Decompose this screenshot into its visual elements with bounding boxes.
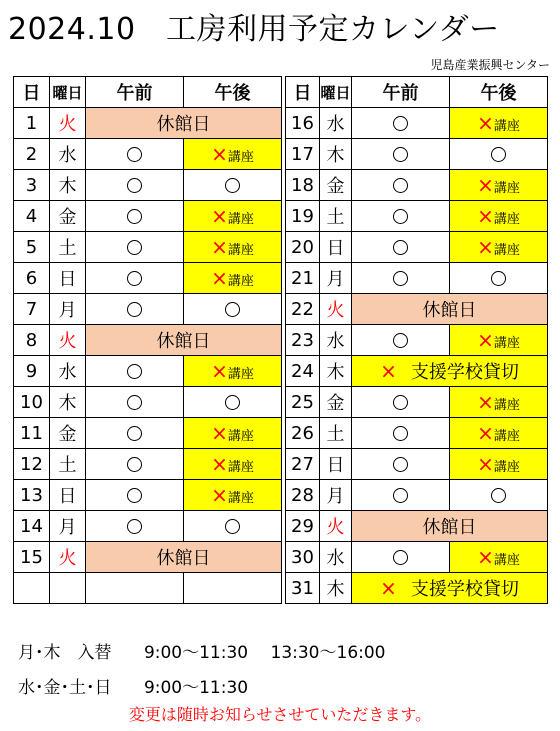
table-row bbox=[286, 139, 548, 170]
weekday-cell: 日 bbox=[320, 232, 352, 263]
pm-cell bbox=[450, 170, 548, 201]
weekday-cell: 日 bbox=[50, 263, 86, 294]
am-cell bbox=[86, 511, 184, 542]
table-row bbox=[14, 418, 282, 449]
available-circle-icon bbox=[393, 488, 408, 503]
table-row bbox=[14, 387, 282, 418]
lecture-label: 講座 bbox=[493, 429, 520, 444]
am-cell bbox=[352, 108, 450, 139]
x-mark-icon: × bbox=[380, 359, 397, 383]
pm-cell bbox=[184, 449, 282, 480]
header-am: 午前 bbox=[86, 77, 184, 108]
am-cell bbox=[86, 263, 184, 294]
day-number-cell: 19 bbox=[286, 201, 320, 232]
am-cell bbox=[352, 325, 450, 356]
available-circle-icon bbox=[127, 426, 142, 441]
x-mark-icon: × bbox=[211, 204, 228, 228]
am-cell bbox=[86, 356, 184, 387]
am-cell bbox=[352, 139, 450, 170]
header-day: 日 bbox=[14, 77, 50, 108]
pm-cell bbox=[450, 263, 548, 294]
day-number-cell: 10 bbox=[14, 387, 50, 418]
table-row bbox=[286, 263, 548, 294]
weekday-cell: 月 bbox=[50, 511, 86, 542]
pm-cell bbox=[450, 387, 548, 418]
header-weekday: 曜日 bbox=[50, 77, 86, 108]
day-number-cell: 7 bbox=[14, 294, 50, 325]
weekday-cell: 火 bbox=[50, 542, 86, 573]
x-mark-icon: × bbox=[477, 235, 494, 259]
pm-cell bbox=[184, 201, 282, 232]
reserved-cell bbox=[352, 356, 548, 387]
day-number-cell: 25 bbox=[286, 387, 320, 418]
day-number-cell: 13 bbox=[14, 480, 50, 511]
pm-cell bbox=[450, 325, 548, 356]
available-circle-icon bbox=[127, 178, 142, 193]
am-cell bbox=[352, 418, 450, 449]
table-row bbox=[286, 573, 548, 604]
weekday-cell: 水 bbox=[50, 356, 86, 387]
table-row bbox=[14, 170, 282, 201]
table-row bbox=[14, 108, 282, 139]
am-cell bbox=[352, 201, 450, 232]
x-mark-icon: × bbox=[211, 483, 228, 507]
weekday-cell bbox=[50, 573, 86, 604]
pm-cell bbox=[450, 449, 548, 480]
footer-line-1 bbox=[18, 638, 386, 663]
am-cell bbox=[352, 480, 450, 511]
day-number-cell: 16 bbox=[286, 108, 320, 139]
lecture-label: 講座 bbox=[227, 491, 254, 506]
day-number-cell: 30 bbox=[286, 542, 320, 573]
pm-cell bbox=[184, 418, 282, 449]
x-mark-icon: × bbox=[477, 111, 494, 135]
available-circle-icon bbox=[393, 178, 408, 193]
table-row bbox=[286, 108, 548, 139]
available-circle-icon bbox=[225, 302, 240, 317]
weekday-cell: 金 bbox=[50, 201, 86, 232]
weekday-cell: 金 bbox=[50, 418, 86, 449]
weekday-cell: 水 bbox=[50, 139, 86, 170]
available-circle-icon bbox=[393, 147, 408, 162]
calendar-table-right bbox=[285, 76, 548, 604]
header-row bbox=[14, 77, 282, 108]
day-number-cell: 23 bbox=[286, 325, 320, 356]
available-circle-icon bbox=[225, 178, 240, 193]
table-row bbox=[14, 232, 282, 263]
header-am: 午前 bbox=[352, 77, 450, 108]
pm-cell bbox=[184, 511, 282, 542]
day-number-cell: 15 bbox=[14, 542, 50, 573]
table-row bbox=[286, 325, 548, 356]
am-cell bbox=[352, 263, 450, 294]
available-circle-icon bbox=[127, 457, 142, 472]
weekday-cell: 金 bbox=[320, 170, 352, 201]
lecture-label: 講座 bbox=[227, 460, 254, 475]
day-number-cell: 14 bbox=[14, 511, 50, 542]
table-row bbox=[286, 542, 548, 573]
table-row bbox=[14, 263, 282, 294]
weekday-cell: 木 bbox=[320, 139, 352, 170]
day-number-cell: 3 bbox=[14, 170, 50, 201]
x-mark-icon: × bbox=[211, 142, 228, 166]
am-cell bbox=[86, 480, 184, 511]
available-circle-icon bbox=[225, 395, 240, 410]
closed-cell: 休館日 bbox=[352, 294, 548, 325]
calendar-table-left bbox=[13, 76, 282, 604]
pm-cell bbox=[450, 232, 548, 263]
table-row bbox=[14, 139, 282, 170]
table-row bbox=[14, 480, 282, 511]
available-circle-icon bbox=[393, 271, 408, 286]
closed-cell: 休館日 bbox=[352, 511, 548, 542]
weekday-cell: 水 bbox=[320, 325, 352, 356]
available-circle-icon bbox=[393, 550, 408, 565]
header-weekday: 曜日 bbox=[320, 77, 352, 108]
lecture-label: 講座 bbox=[227, 429, 254, 444]
pm-cell bbox=[184, 356, 282, 387]
pm-cell bbox=[184, 139, 282, 170]
day-number-cell: 29 bbox=[286, 511, 320, 542]
x-mark-icon: × bbox=[211, 266, 228, 290]
weekday-cell: 日 bbox=[50, 480, 86, 511]
available-circle-icon bbox=[127, 209, 142, 224]
lecture-label: 講座 bbox=[493, 119, 520, 134]
available-circle-icon bbox=[393, 240, 408, 255]
pm-cell bbox=[184, 387, 282, 418]
weekday-cell: 月 bbox=[320, 263, 352, 294]
lecture-label: 講座 bbox=[493, 460, 520, 475]
available-circle-icon bbox=[491, 488, 506, 503]
table-row bbox=[286, 232, 548, 263]
reserved-cell bbox=[352, 573, 548, 604]
x-mark-icon: × bbox=[211, 452, 228, 476]
lecture-label: 講座 bbox=[227, 367, 254, 382]
weekday-cell: 土 bbox=[320, 201, 352, 232]
x-mark-icon: × bbox=[380, 576, 397, 600]
weekday-cell: 月 bbox=[320, 480, 352, 511]
weekday-cell: 水 bbox=[320, 542, 352, 573]
table-row bbox=[14, 294, 282, 325]
day-number-cell: 18 bbox=[286, 170, 320, 201]
header-row bbox=[286, 77, 548, 108]
table-row bbox=[14, 356, 282, 387]
weekday-cell: 金 bbox=[320, 387, 352, 418]
day-number-cell: 8 bbox=[14, 325, 50, 356]
x-mark-icon: × bbox=[477, 173, 494, 197]
day-number-cell bbox=[14, 573, 50, 604]
pm-cell bbox=[450, 418, 548, 449]
table-row bbox=[286, 201, 548, 232]
pm-cell bbox=[450, 108, 548, 139]
table-row bbox=[286, 480, 548, 511]
lecture-label: 講座 bbox=[493, 181, 520, 196]
header-day: 日 bbox=[286, 77, 320, 108]
x-mark-icon: × bbox=[211, 421, 228, 445]
available-circle-icon bbox=[127, 147, 142, 162]
table-row bbox=[286, 387, 548, 418]
day-number-cell: 11 bbox=[14, 418, 50, 449]
available-circle-icon bbox=[491, 147, 506, 162]
pm-cell bbox=[450, 480, 548, 511]
x-mark-icon: × bbox=[477, 204, 494, 228]
pm-cell bbox=[184, 480, 282, 511]
am-cell bbox=[352, 449, 450, 480]
available-circle-icon bbox=[225, 519, 240, 534]
available-circle-icon bbox=[393, 426, 408, 441]
header-pm: 午後 bbox=[450, 77, 548, 108]
weekday-cell: 木 bbox=[50, 170, 86, 201]
weekday-cell: 火 bbox=[50, 108, 86, 139]
table-row bbox=[14, 325, 282, 356]
table-row bbox=[14, 511, 282, 542]
day-number-cell: 12 bbox=[14, 449, 50, 480]
lecture-label: 講座 bbox=[493, 553, 520, 568]
am-cell bbox=[352, 387, 450, 418]
lecture-label: 講座 bbox=[227, 243, 254, 258]
available-circle-icon bbox=[393, 116, 408, 131]
lecture-label: 講座 bbox=[493, 243, 520, 258]
day-number-cell: 1 bbox=[14, 108, 50, 139]
table-row bbox=[14, 573, 282, 604]
am-cell bbox=[352, 170, 450, 201]
am-cell bbox=[86, 170, 184, 201]
am-cell bbox=[86, 449, 184, 480]
available-circle-icon bbox=[127, 240, 142, 255]
available-circle-icon bbox=[393, 209, 408, 224]
reserved-label: 支援学校貸切 bbox=[410, 579, 519, 600]
lecture-label: 講座 bbox=[493, 398, 520, 413]
pm-cell bbox=[184, 263, 282, 294]
x-mark-icon: × bbox=[211, 235, 228, 259]
table-row bbox=[286, 449, 548, 480]
table-row bbox=[286, 418, 548, 449]
day-number-cell: 6 bbox=[14, 263, 50, 294]
table-row bbox=[14, 449, 282, 480]
day-number-cell: 9 bbox=[14, 356, 50, 387]
weekday-cell: 水 bbox=[320, 108, 352, 139]
available-circle-icon bbox=[127, 364, 142, 379]
day-number-cell: 26 bbox=[286, 418, 320, 449]
table-row bbox=[286, 170, 548, 201]
footer-line-2 bbox=[18, 673, 248, 698]
weekday-cell: 木 bbox=[320, 356, 352, 387]
day-number-cell: 22 bbox=[286, 294, 320, 325]
pm-cell bbox=[450, 139, 548, 170]
weekday-cell: 火 bbox=[320, 294, 352, 325]
pm-cell bbox=[184, 232, 282, 263]
weekday-cell: 土 bbox=[50, 449, 86, 480]
footer-days-1: 月･木 入替 bbox=[18, 643, 112, 663]
pm-cell bbox=[450, 201, 548, 232]
weekday-cell: 木 bbox=[320, 573, 352, 604]
page-title: 2024.10 工房利用予定カレンダー bbox=[8, 12, 500, 47]
pm-cell bbox=[184, 294, 282, 325]
table-row bbox=[286, 356, 548, 387]
am-cell bbox=[86, 387, 184, 418]
pm-cell bbox=[184, 573, 282, 604]
available-circle-icon bbox=[127, 302, 142, 317]
weekday-cell: 火 bbox=[50, 325, 86, 356]
x-mark-icon: × bbox=[477, 452, 494, 476]
x-mark-icon: × bbox=[477, 421, 494, 445]
closed-cell: 休館日 bbox=[86, 325, 282, 356]
am-cell bbox=[86, 201, 184, 232]
available-circle-icon bbox=[393, 395, 408, 410]
am-cell bbox=[86, 294, 184, 325]
header-pm: 午後 bbox=[184, 77, 282, 108]
table-row bbox=[14, 542, 282, 573]
am-cell bbox=[352, 232, 450, 263]
day-number-cell: 4 bbox=[14, 201, 50, 232]
day-number-cell: 2 bbox=[14, 139, 50, 170]
am-cell bbox=[86, 418, 184, 449]
footer-days-2: 水･金･土･日 bbox=[18, 678, 112, 698]
day-number-cell: 5 bbox=[14, 232, 50, 263]
lecture-label: 講座 bbox=[227, 150, 254, 165]
lecture-label: 講座 bbox=[227, 274, 254, 289]
x-mark-icon: × bbox=[477, 545, 494, 569]
pm-cell bbox=[184, 170, 282, 201]
organization-name: 児島産業振興センター bbox=[430, 58, 550, 72]
day-number-cell: 27 bbox=[286, 449, 320, 480]
reserved-label: 支援学校貸切 bbox=[410, 362, 519, 383]
day-number-cell: 31 bbox=[286, 573, 320, 604]
am-cell bbox=[86, 139, 184, 170]
table-row bbox=[286, 511, 548, 542]
day-number-cell: 28 bbox=[286, 480, 320, 511]
lecture-label: 講座 bbox=[493, 212, 520, 227]
available-circle-icon bbox=[127, 488, 142, 503]
x-mark-icon: × bbox=[477, 390, 494, 414]
available-circle-icon bbox=[127, 271, 142, 286]
available-circle-icon bbox=[127, 519, 142, 534]
pm-cell bbox=[450, 542, 548, 573]
am-cell bbox=[86, 573, 184, 604]
weekday-cell: 月 bbox=[50, 294, 86, 325]
footer-times-1: 9:00～11:30 13:30～16:00 bbox=[143, 643, 386, 663]
available-circle-icon bbox=[393, 457, 408, 472]
notice-text: 変更は随時お知らせさせていただきます。 bbox=[128, 705, 432, 724]
closed-cell: 休館日 bbox=[86, 108, 282, 139]
day-number-cell: 21 bbox=[286, 263, 320, 294]
available-circle-icon bbox=[127, 395, 142, 410]
weekday-cell: 木 bbox=[50, 387, 86, 418]
weekday-cell: 土 bbox=[320, 418, 352, 449]
day-number-cell: 24 bbox=[286, 356, 320, 387]
x-mark-icon: × bbox=[477, 328, 494, 352]
lecture-label: 講座 bbox=[227, 212, 254, 227]
footer-times-2: 9:00～11:30 bbox=[143, 678, 249, 698]
weekday-cell: 土 bbox=[50, 232, 86, 263]
available-circle-icon bbox=[491, 271, 506, 286]
lecture-label: 講座 bbox=[493, 336, 520, 351]
am-cell bbox=[86, 232, 184, 263]
day-number-cell: 20 bbox=[286, 232, 320, 263]
am-cell bbox=[352, 542, 450, 573]
closed-cell: 休館日 bbox=[86, 542, 282, 573]
table-row bbox=[286, 294, 548, 325]
x-mark-icon: × bbox=[211, 359, 228, 383]
weekday-cell: 日 bbox=[320, 449, 352, 480]
available-circle-icon bbox=[393, 333, 408, 348]
table-row bbox=[14, 201, 282, 232]
day-number-cell: 17 bbox=[286, 139, 320, 170]
weekday-cell: 火 bbox=[320, 511, 352, 542]
